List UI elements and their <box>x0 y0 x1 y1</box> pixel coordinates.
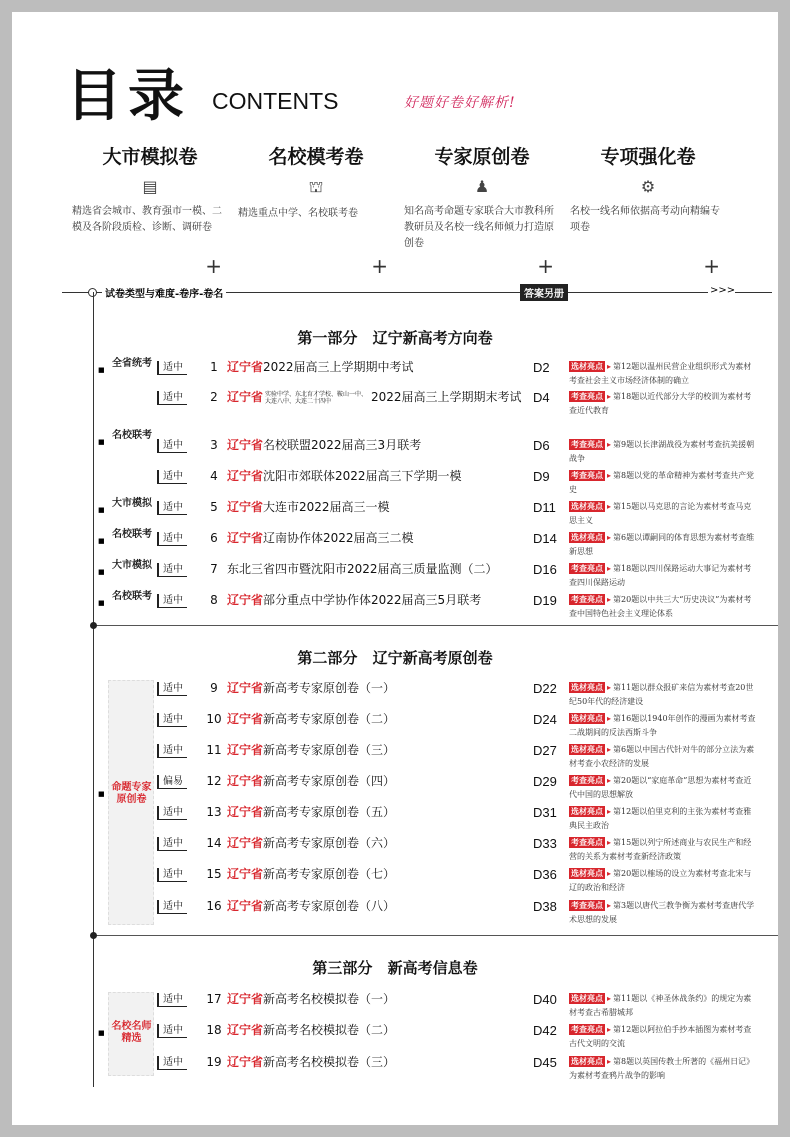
group-label: 名校联考 <box>112 529 152 540</box>
table-row[interactable] <box>157 743 777 768</box>
page-code: D6 <box>533 438 550 453</box>
title-text: 大连市2022届高三一模 <box>263 500 390 514</box>
item-number: 6 <box>210 531 218 545</box>
difficulty-tag: 适中 <box>157 1024 187 1038</box>
dot-icon <box>90 932 97 939</box>
title-text: 新高考名校模拟卷（二） <box>263 1023 396 1037</box>
page-title: 目录 <box>66 64 190 129</box>
title-text: 沈阳市郊联体2022届高三下学期一模 <box>263 469 462 483</box>
triangle-right-icon: ▸ <box>607 533 612 542</box>
difficulty-tag: 适中 <box>157 744 187 758</box>
highlight-note: 第6题以中国古代针对牛的部分立法为素材考查小农经济的发展 <box>569 745 755 768</box>
section-heading: 第一部分 辽宁新高考方向卷 <box>297 329 493 347</box>
highlight <box>569 712 759 740</box>
arrow-icon: >>> <box>710 285 736 296</box>
highlight-badge: 选材亮点 <box>571 869 603 878</box>
difficulty-tag: 适中 <box>157 682 187 696</box>
item-number: 16 <box>206 899 222 913</box>
item-title[interactable] <box>227 992 523 1007</box>
triangle-right-icon: ▸ <box>607 838 612 847</box>
table-row[interactable] <box>157 774 777 799</box>
document-list-icon: ▤ <box>142 177 158 196</box>
province-label: 辽宁省 <box>227 681 264 695</box>
item-title[interactable] <box>227 743 523 758</box>
highlight-badge: 考查亮点 <box>571 1025 603 1034</box>
page-code: D19 <box>533 593 557 608</box>
highlight <box>569 500 759 528</box>
highlight-badge: 考查亮点 <box>571 564 603 573</box>
highlight <box>569 867 759 895</box>
arrow-icon: ■ <box>98 366 105 374</box>
item-title[interactable] <box>227 531 523 546</box>
highlight-badge: 考查亮点 <box>571 595 603 604</box>
province-label: 辽宁省 <box>227 774 264 788</box>
item-title[interactable] <box>227 836 523 851</box>
item-number: 9 <box>210 681 218 695</box>
group-label: 命题专家原创卷 <box>111 782 152 805</box>
province-label: 辽宁省 <box>227 1055 264 1069</box>
highlight-badge: 选材亮点 <box>571 745 603 754</box>
triangle-right-icon: ▸ <box>607 595 612 604</box>
title-text: 名校联盟2022届高三3月联考 <box>263 438 422 452</box>
page-code: D9 <box>533 469 550 484</box>
item-title[interactable] <box>227 593 523 608</box>
triangle-right-icon: ▸ <box>607 901 612 910</box>
highlight <box>569 531 759 559</box>
category-name: 名校模考卷 <box>268 146 364 168</box>
title-text: 新高考专家原创卷（四） <box>263 774 396 788</box>
table-row[interactable] <box>157 1055 777 1080</box>
triangle-right-icon: ▸ <box>607 362 612 371</box>
item-title[interactable] <box>227 1055 523 1070</box>
highlight-badge: 考查亮点 <box>571 440 603 449</box>
title-text: 辽南协作体2022届高三二模 <box>263 531 414 545</box>
category-card <box>236 142 396 278</box>
highlight <box>569 836 759 864</box>
highlight <box>569 805 759 833</box>
highlight-note: 第15题以马克思的言论为素材考查马克思主义 <box>569 502 752 525</box>
highlight-badge: 考查亮点 <box>571 838 603 847</box>
title-text: 部分重点中学协作体2022届高三5月联考 <box>263 593 482 607</box>
highlight <box>569 438 759 466</box>
item-title[interactable] <box>227 899 523 914</box>
dot-icon <box>90 622 97 629</box>
highlight-badge: 选材亮点 <box>571 807 603 816</box>
category-card <box>568 142 728 278</box>
triangle-right-icon: ▸ <box>607 471 612 480</box>
category-desc: 精选重点中学、名校联考卷 <box>238 208 358 219</box>
table-row[interactable] <box>157 867 777 892</box>
highlight <box>569 360 759 388</box>
item-number: 10 <box>206 712 222 726</box>
highlight-note: 第12题以伯里克利的主张为素材考查雅典民主政治 <box>569 807 752 830</box>
group-label: 全省统考 <box>112 358 152 369</box>
answer-badge: 答案另册 <box>520 284 568 301</box>
item-title[interactable] <box>227 390 523 405</box>
section-divider <box>93 935 778 936</box>
group-label: 大市模拟 <box>112 560 152 571</box>
highlight-note: 第12题以温州民营企业组织形式为素材考查社会主义市场经济体制的确立 <box>569 362 752 385</box>
arrow-icon: ■ <box>98 438 105 446</box>
highlight <box>569 562 759 590</box>
item-number: 11 <box>206 743 222 757</box>
highlight <box>569 469 759 497</box>
school-building-icon: ⛫ <box>308 177 324 196</box>
province-label: 辽宁省 <box>227 743 264 757</box>
page-code: D38 <box>533 899 557 914</box>
item-title[interactable] <box>227 805 523 820</box>
highlight <box>569 992 759 1020</box>
highlight <box>569 593 759 621</box>
page-code: D33 <box>533 836 557 851</box>
item-title[interactable] <box>227 500 523 515</box>
title-text: 东北三省四市暨沈阳市2022届高三质量监测（二） <box>227 562 498 576</box>
table-row[interactable] <box>157 531 777 556</box>
item-number: 4 <box>210 469 218 483</box>
triangle-right-icon: ▸ <box>607 745 612 754</box>
page-code: D31 <box>533 805 557 820</box>
item-title[interactable] <box>227 774 523 789</box>
item-number: 5 <box>210 500 218 514</box>
difficulty-tag: 适中 <box>157 806 187 820</box>
highlight-badge: 考查亮点 <box>571 776 603 785</box>
triangle-right-icon: ▸ <box>607 683 612 692</box>
item-number: 14 <box>206 836 222 850</box>
page-code: D45 <box>533 1055 557 1070</box>
province-label: 辽宁省 <box>227 992 264 1006</box>
highlight-note: 第8题以英国传教士所著的《福州日记》为素材考查鸦片战争的影响 <box>569 1057 755 1080</box>
difficulty-tag: 适中 <box>157 993 187 1007</box>
category-card <box>70 142 230 278</box>
page-code: D4 <box>533 390 550 405</box>
highlight-note: 第9题以长津湖战役为素材考查抗美援朝战争 <box>569 440 755 463</box>
title-text: 新高考专家原创卷（八） <box>263 899 396 913</box>
province-label: 辽宁省 <box>227 712 264 726</box>
triangle-right-icon: ▸ <box>607 714 612 723</box>
highlight-note: 第15题以列宁所述商业与农民生产和经营的关系为素材考查新经济政策 <box>569 838 752 861</box>
highlight-badge: 选材亮点 <box>571 994 603 1003</box>
item-title[interactable] <box>227 562 523 577</box>
item-number: 12 <box>206 774 222 788</box>
category-name: 专项强化卷 <box>600 146 696 168</box>
highlight-badge: 选材亮点 <box>571 683 603 692</box>
item-title[interactable] <box>227 469 523 484</box>
arrow-icon: ■ <box>98 506 105 514</box>
item-number: 19 <box>206 1055 222 1069</box>
table-row[interactable] <box>157 562 777 587</box>
page-code: D14 <box>533 531 557 546</box>
legend-label: 试卷类型与难度-卷序-卷名 <box>102 285 226 300</box>
highlight-note: 第20题以中共三大“历史决议”为素材考查中国特色社会主义理论体系 <box>569 595 752 618</box>
category-card <box>402 142 562 278</box>
plus-icon: + <box>371 254 388 278</box>
title-text: 新高考专家原创卷（二） <box>263 712 396 726</box>
page-code: D27 <box>533 743 557 758</box>
title-text: 2022届高三上学期期中考试 <box>263 360 414 374</box>
triangle-right-icon: ▸ <box>607 440 612 449</box>
item-title[interactable] <box>227 1023 523 1038</box>
triangle-right-icon: ▸ <box>607 1025 612 1034</box>
item-number: 17 <box>206 992 222 1006</box>
page-code: D11 <box>533 500 556 515</box>
arrow-icon: ■ <box>98 537 105 545</box>
table-row[interactable] <box>157 500 777 525</box>
difficulty-tag: 适中 <box>157 470 187 484</box>
title-text: 新高考专家原创卷（五） <box>263 805 396 819</box>
plus-icon: + <box>703 254 720 278</box>
highlight-note: 第3题以唐代三教争衡为素材考查唐代学术思想的发展 <box>569 901 755 924</box>
highlight <box>569 743 759 771</box>
group-label: 名校联考 <box>112 591 152 602</box>
item-title[interactable] <box>227 712 523 727</box>
table-row[interactable] <box>157 438 777 463</box>
highlight <box>569 774 759 802</box>
highlight-note: 第20题以“家庭革命”思想为素材考查近代中国的思想解放 <box>569 776 752 799</box>
difficulty-tag: 适中 <box>157 594 187 608</box>
page-code: D36 <box>533 867 557 882</box>
school-list: 实验中学、东北育才学校、鞍山一中、大连八中、大连二十四中 <box>265 390 368 405</box>
table-row[interactable] <box>157 469 777 494</box>
category-desc: 名校一线名师依据高考动向精编专项卷 <box>570 206 720 233</box>
table-row[interactable] <box>157 390 777 415</box>
difficulty-tag: 适中 <box>157 837 187 851</box>
highlight-note: 第11题以《神圣休战条约》的规定为素材考查古希腊城邦 <box>569 994 752 1017</box>
province-label: 辽宁省 <box>227 360 264 374</box>
category-desc: 精选省会城市、教育强市一模、二模及各阶段质检、诊断、调研卷 <box>72 206 222 233</box>
province-label: 辽宁省 <box>227 867 264 881</box>
difficulty-tag: 适中 <box>157 868 187 882</box>
page-code: D2 <box>533 360 550 375</box>
triangle-right-icon: ▸ <box>607 807 612 816</box>
category-name: 大市模拟卷 <box>102 146 198 168</box>
title-text: 新高考专家原创卷（七） <box>263 867 396 881</box>
highlight-note: 第6题以谭嗣同的体育思想为素材考查维新思想 <box>569 533 755 556</box>
title-text: 2022届高三上学期期末考试 <box>371 390 522 404</box>
table-row[interactable] <box>157 836 777 861</box>
item-number: 15 <box>206 867 222 881</box>
gear-icon: ⚙ <box>640 177 656 196</box>
province-label: 辽宁省 <box>227 899 264 913</box>
highlight-note: 第11题以群众报矿来信为素材考查20世纪50年代的经济建设 <box>569 683 754 706</box>
item-title[interactable] <box>227 681 523 696</box>
section-divider <box>93 625 778 626</box>
item-number: 1 <box>210 360 218 374</box>
slogan: 好题好卷好解析! <box>404 95 516 111</box>
highlight-badge: 选材亮点 <box>571 533 603 542</box>
page-code: D22 <box>533 681 557 696</box>
difficulty-tag: 适中 <box>157 713 187 727</box>
table-row[interactable] <box>157 712 777 737</box>
province-label: 辽宁省 <box>227 836 264 850</box>
highlight-note: 第12题以阿拉伯手抄本插图为素材考查古代文明的交流 <box>569 1025 752 1048</box>
difficulty-tag: 适中 <box>157 361 187 375</box>
province-label: 辽宁省 <box>227 438 264 452</box>
plus-icon: + <box>537 254 554 278</box>
title-text: 新高考名校模拟卷（一） <box>263 992 396 1006</box>
table-row[interactable] <box>157 899 777 924</box>
triangle-right-icon: ▸ <box>607 392 612 401</box>
experts-group-icon: ♟ <box>474 177 490 196</box>
province-label: 辽宁省 <box>227 390 264 404</box>
highlight-note: 第8题以党的革命精神为素材考查共产党史 <box>569 471 755 494</box>
title-text: 新高考名校模拟卷（三） <box>263 1055 396 1069</box>
group-label: 大市模拟 <box>112 498 152 509</box>
highlight-badge: 考查亮点 <box>571 901 603 910</box>
arrow-icon: ■ <box>98 599 105 607</box>
page-code: D29 <box>533 774 557 789</box>
item-title[interactable] <box>227 360 523 375</box>
arrow-icon: ■ <box>98 568 105 576</box>
highlight-badge: 考查亮点 <box>571 392 603 401</box>
triangle-right-icon: ▸ <box>607 776 612 785</box>
highlight-badge: 考查亮点 <box>571 471 603 480</box>
province-label: 辽宁省 <box>227 593 264 607</box>
highlight-note: 第18题以近代部分大学的校训为素材考查近代教育 <box>569 392 752 415</box>
item-number: 3 <box>210 438 218 452</box>
item-number: 8 <box>210 593 218 607</box>
item-number: 2 <box>210 390 218 404</box>
highlight-badge: 选材亮点 <box>571 362 603 371</box>
page-code: D24 <box>533 712 557 727</box>
arrow-icon: ■ <box>98 1029 105 1037</box>
difficulty-tag: 适中 <box>157 532 187 546</box>
triangle-right-icon: ▸ <box>607 1057 612 1066</box>
highlight <box>569 1055 759 1083</box>
category-name: 专家原创卷 <box>434 146 530 168</box>
item-title[interactable] <box>227 867 523 882</box>
highlight <box>569 681 759 709</box>
triangle-right-icon: ▸ <box>607 564 612 573</box>
highlight-badge: 选材亮点 <box>571 502 603 511</box>
title-text: 新高考专家原创卷（六） <box>263 836 396 850</box>
table-row[interactable] <box>157 593 777 618</box>
item-number: 7 <box>210 562 218 576</box>
section-heading: 第二部分 辽宁新高考原创卷 <box>297 649 493 667</box>
triangle-right-icon: ▸ <box>607 869 612 878</box>
province-label: 辽宁省 <box>227 500 264 514</box>
province-label: 辽宁省 <box>227 805 264 819</box>
province-label: 辽宁省 <box>227 531 264 545</box>
highlight-note: 第16题以1940年创作的漫画为素材考查二战期间的反法西斯斗争 <box>569 714 756 737</box>
group-label: 名校名师精选 <box>111 1021 152 1044</box>
highlight <box>569 1023 759 1051</box>
triangle-right-icon: ▸ <box>607 994 612 1003</box>
highlight-note: 第18题以四川保路运动大事记为素材考查四川保路运动 <box>569 564 752 587</box>
page-code: D42 <box>533 1023 557 1038</box>
table-row[interactable] <box>157 360 777 385</box>
difficulty-tag: 适中 <box>157 439 187 453</box>
difficulty-tag: 适中 <box>157 900 187 914</box>
province-label: 辽宁省 <box>227 1023 264 1037</box>
highlight <box>569 899 759 927</box>
plus-icon: + <box>205 254 222 278</box>
title-text: 新高考专家原创卷（一） <box>263 681 396 695</box>
highlight <box>569 390 759 418</box>
difficulty-tag: 偏易 <box>157 775 187 789</box>
triangle-right-icon: ▸ <box>607 502 612 511</box>
table-row[interactable] <box>157 1023 777 1048</box>
arrow-icon: ■ <box>98 790 105 798</box>
table-row[interactable] <box>157 805 777 830</box>
page-code: D40 <box>533 992 557 1007</box>
page-title-en: CONTENTS <box>212 88 339 114</box>
page <box>12 12 778 1125</box>
item-title[interactable] <box>227 438 523 453</box>
highlight-badge: 选材亮点 <box>571 714 603 723</box>
difficulty-tag: 适中 <box>157 563 187 577</box>
highlight-note: 第20题以榷场的设立为素材考查北宋与辽的政治和经济 <box>569 869 752 892</box>
page-code: D16 <box>533 562 557 577</box>
item-number: 18 <box>206 1023 222 1037</box>
table-row[interactable] <box>157 992 777 1017</box>
highlight-badge: 选材亮点 <box>571 1057 603 1066</box>
difficulty-tag: 适中 <box>157 391 187 405</box>
table-row[interactable] <box>157 681 777 706</box>
title-text: 新高考专家原创卷（三） <box>263 743 396 757</box>
difficulty-tag: 适中 <box>157 1056 187 1070</box>
difficulty-tag: 适中 <box>157 501 187 515</box>
category-desc: 知名高考命题专家联合大市教科所教研员及名校一线名师倾力打造原创卷 <box>404 206 554 249</box>
item-number: 13 <box>206 805 222 819</box>
province-label: 辽宁省 <box>227 469 264 483</box>
group-label: 名校联考 <box>112 430 152 441</box>
section-heading: 第三部分 新高考信息卷 <box>312 959 478 977</box>
